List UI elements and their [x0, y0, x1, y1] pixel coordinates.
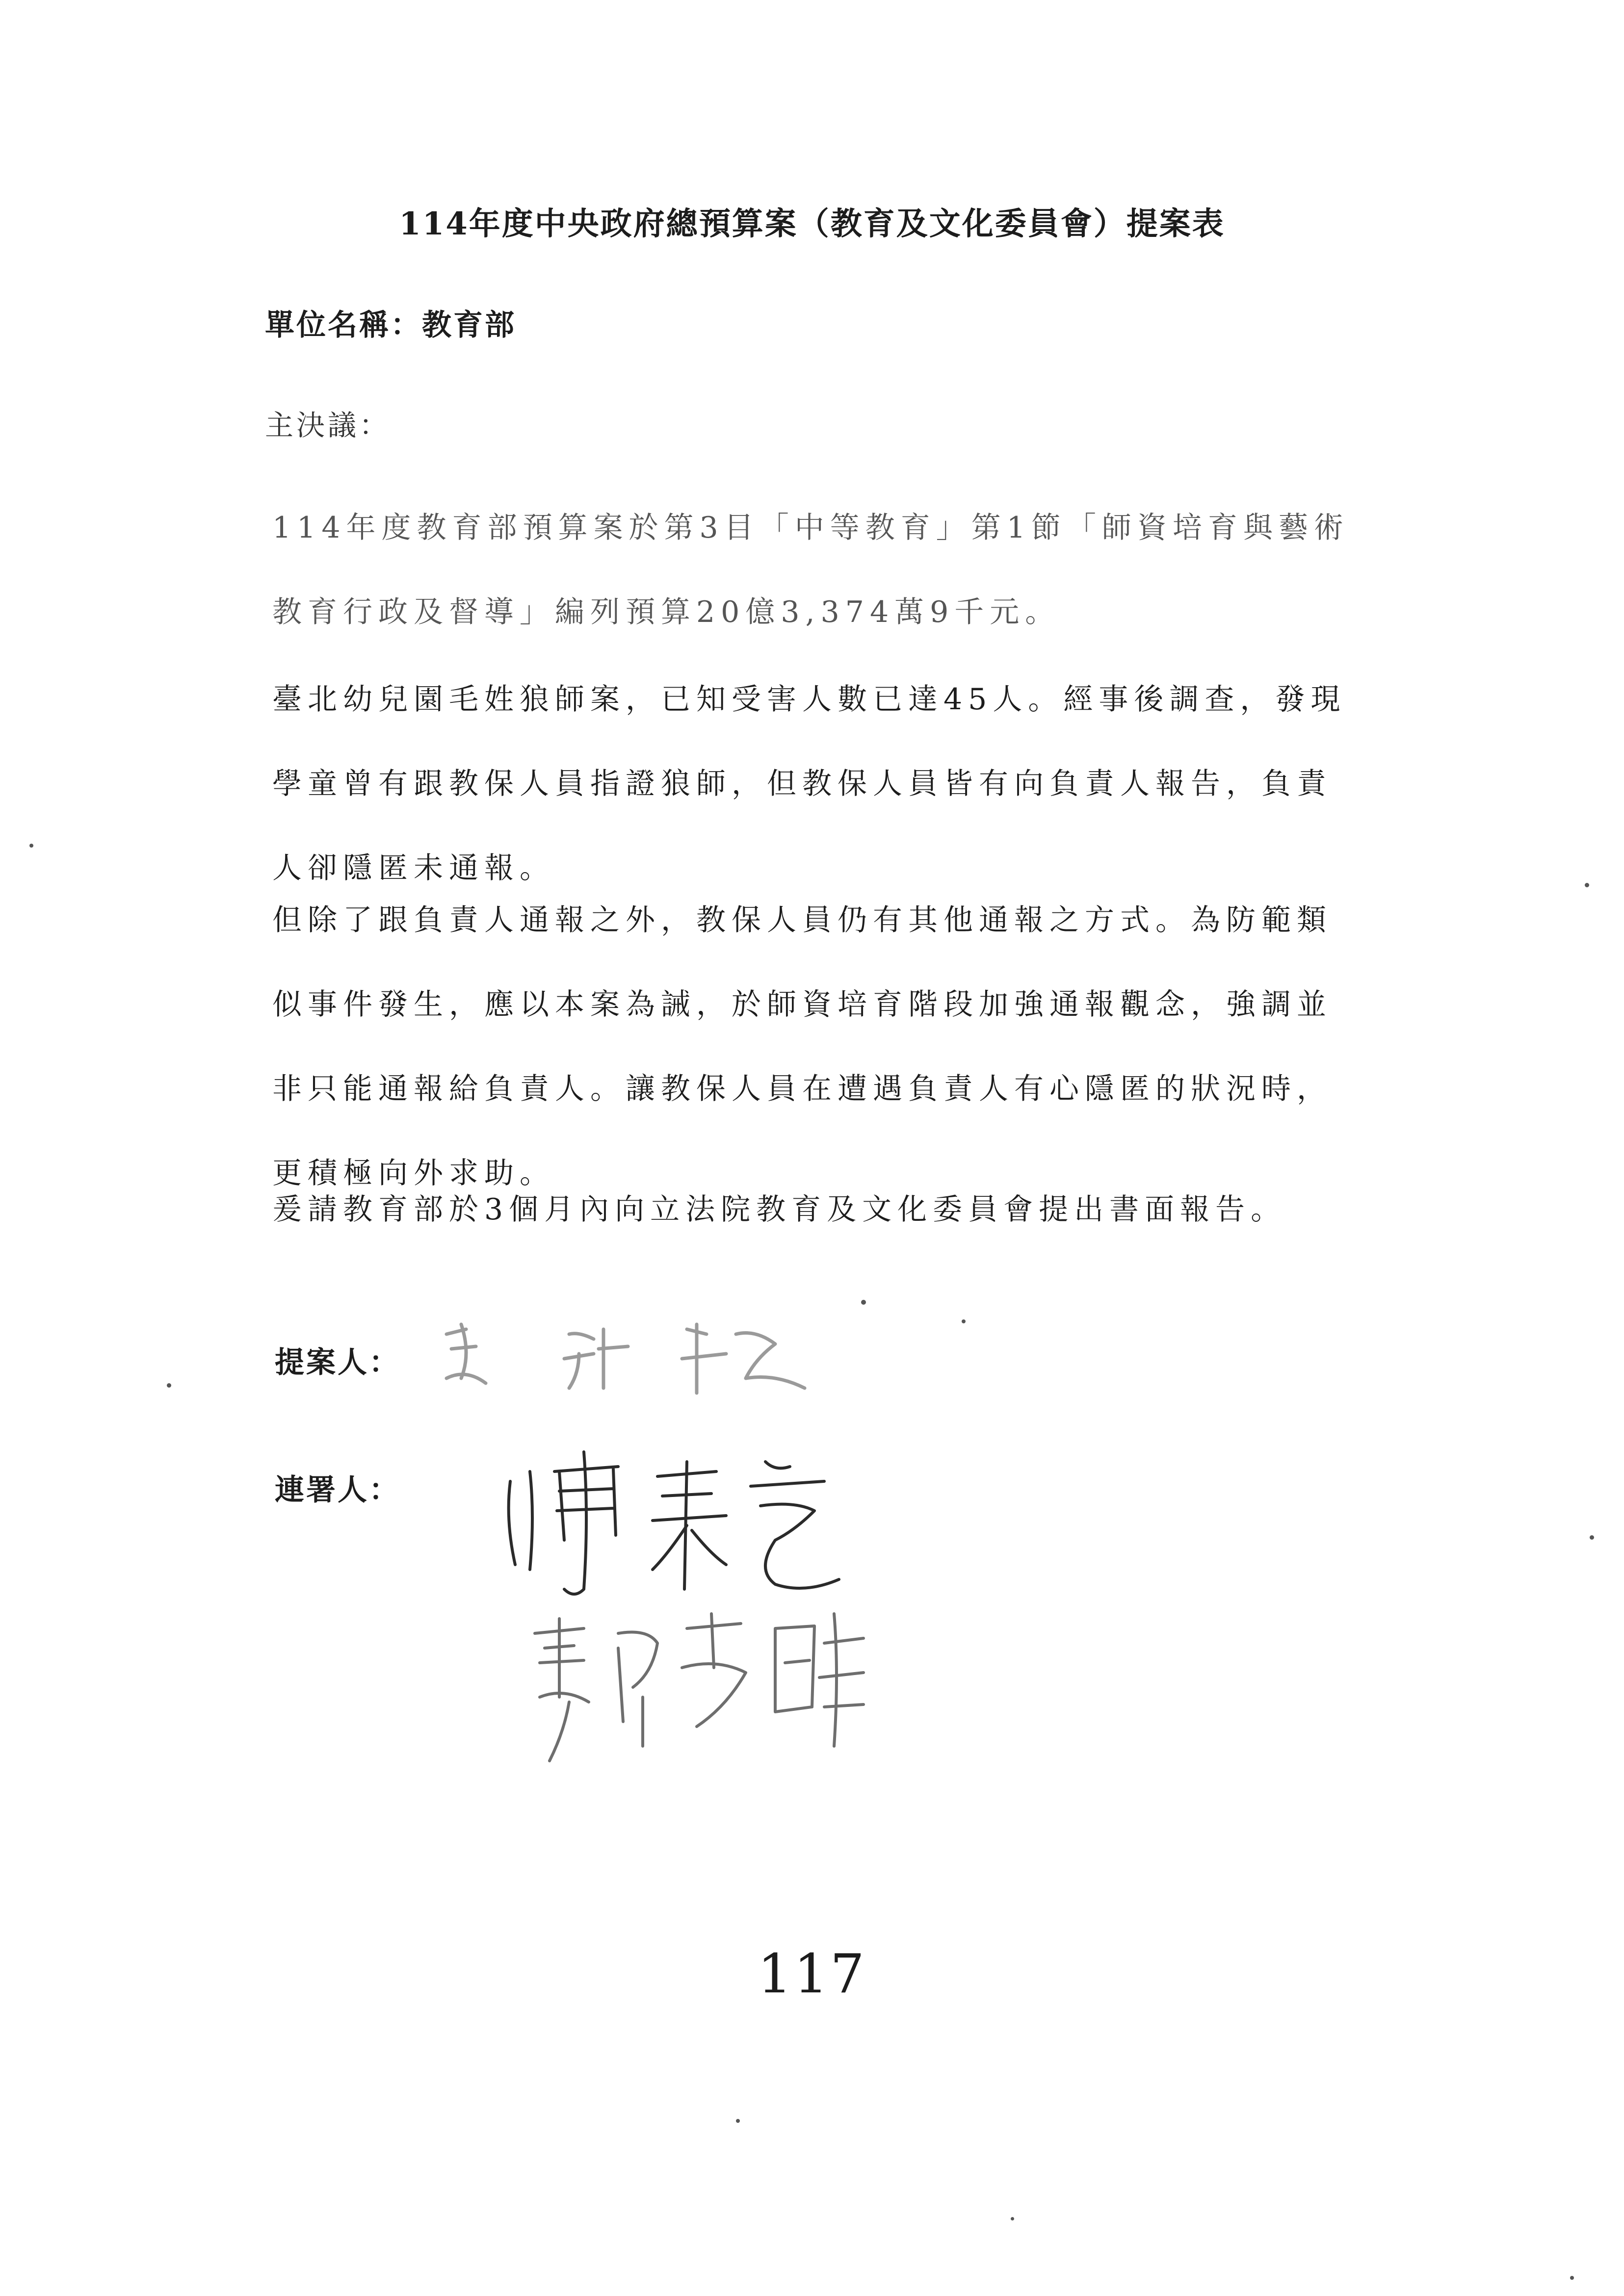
scan-speck [861, 1300, 866, 1305]
scan-speck [736, 2119, 740, 2123]
resolution-heading: 主決議： [265, 409, 391, 442]
unit-name: 單位名稱：教育部 [265, 308, 516, 342]
scan-speck [1011, 2217, 1014, 2220]
page-number: 117 [758, 1942, 866, 2005]
paragraph-request: 爰請教育部於3個月內向立法院教育及文化委員會提出書面報告。 [272, 1192, 1286, 1227]
scan-speck [1585, 883, 1589, 887]
scan-speck [1590, 1535, 1594, 1540]
paragraph-case: 臺北幼兒園毛姓狼師案，已知受害人數已達45人。經事後調查，發現學童曾有跟教保人員指證狼師，但教保人員皆有向負責人報告，負責人卻隱匿未通報。 [272, 682, 1346, 885]
proposer-label: 提案人： [275, 1345, 400, 1380]
cosigner-label: 連署人： [275, 1473, 400, 1507]
scan-speck [29, 844, 33, 848]
document-title: 114年度中央政府總預算案（教育及文化委員會）提案表 [399, 206, 1225, 242]
scan-speck [962, 1319, 966, 1323]
cosigner-signature-2 [520, 1599, 873, 1795]
scan-speck [167, 1383, 171, 1388]
cosigner-signature-1 [500, 1442, 854, 1599]
paragraph-reporting: 但除了跟負責人通報之外，教保人員仍有其他通報之方式。為防範類似事件發生，應以本案為誡，於師資培育階段加強通報觀念，強調並非只能通報給負責人。讓教保人員在遭遇負責人有心隱匿的狀況時，更積極向外求助。 [272, 903, 1332, 1190]
paragraph-budget: 114年度教育部預算案於第3目「中等教育」第1節「師資培育與藝術教育行政及督導」編列預算20億3,374萬9千元。 [272, 511, 1349, 629]
scan-speck [1570, 2276, 1574, 2280]
proposer-signature [432, 1305, 873, 1403]
